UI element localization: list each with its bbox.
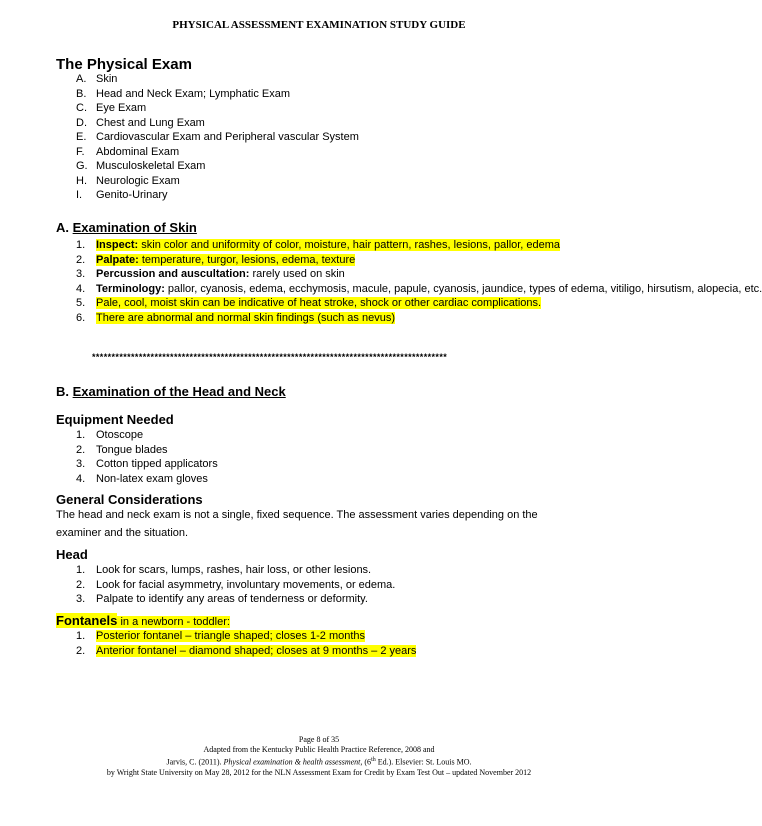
skin-list-item-term: Palpate: [96, 253, 139, 266]
exam-list-item [76, 101, 359, 116]
headneck-section-marker: B. [56, 384, 69, 399]
equipment-title: Equipment Needed [56, 412, 174, 427]
exam-list-item-text: Abdominal Exam [96, 145, 180, 158]
exam-list-item-marker: G. [76, 160, 88, 172]
fontanels-list-item-marker: 1. [76, 630, 86, 642]
footer [0, 735, 638, 778]
exam-list-item [76, 174, 359, 189]
exam-list-item-text: Head and Neck Exam; Lymphatic Exam [96, 87, 291, 100]
equipment-list [76, 428, 218, 486]
head-list-item-text: Palpate to identify any areas of tenderness or deformity. [96, 593, 368, 605]
headneck-section-heading: Examination of the Head and Neck [72, 384, 286, 399]
skin-section-title [56, 220, 197, 235]
skin-list-item-marker: 2. [76, 253, 86, 266]
fontanels-list-item [76, 629, 416, 644]
skin-list-item-text: Inspect: skin color and uniformity of color, moisture, hair pattern, rashes, lesions, pallor, edema [96, 239, 561, 251]
footer-line-2-sup: th [371, 757, 376, 763]
equipment-list-item-marker: 3. [76, 458, 86, 470]
skin-list-item-term: Terminology: [96, 282, 165, 295]
equipment-list-item [76, 472, 218, 487]
considerations-title: General Considerations [56, 492, 203, 507]
exam-list-item-marker: H. [76, 174, 87, 187]
exam-list-item-text: Chest and Lung Exam [96, 116, 205, 129]
skin-list-item-marker: 3. [76, 268, 86, 280]
fontanels-list-item-text: Anterior fontanel – diamond shaped; closes at 9 months – 2 years [96, 644, 417, 657]
equipment-list-item [76, 428, 218, 443]
exam-list-item [76, 188, 359, 203]
fontanels-title [56, 613, 230, 628]
skin-list-item-text: Palpate: temperature, turgor, lesions, edema, texture [96, 253, 356, 266]
exam-list-item [76, 159, 359, 174]
exam-list-item-marker: B. [76, 87, 87, 100]
exam-list-item-text: Cardiovascular Exam and Peripheral vascular System [96, 131, 359, 143]
skin-list-item-marker: 1. [76, 239, 86, 251]
fontanels-list-item-marker: 2. [76, 644, 86, 657]
head-list [76, 563, 395, 607]
equipment-list-item-marker: 2. [76, 443, 86, 456]
skin-list-item [76, 238, 576, 253]
skin-list-item [76, 296, 576, 311]
exam-list-item-marker: I. [76, 189, 83, 201]
skin-list-item [76, 267, 576, 282]
skin-section-heading: Examination of Skin [72, 220, 197, 235]
footer-page-number: Page 8 of 35 [298, 735, 340, 744]
exam-list-item [76, 72, 359, 87]
fontanels-subtitle: in a newborn - toddler: [117, 616, 230, 628]
headneck-section-title [56, 384, 286, 399]
head-list-item [76, 592, 395, 607]
skin-list-item-marker: 6. [76, 311, 86, 324]
head-title: Head [56, 547, 88, 562]
exam-list-item [76, 87, 359, 102]
footer-line-2-title: Physical examination & health assessment [223, 757, 361, 767]
head-list-item-marker: 2. [76, 578, 86, 591]
head-list-item-text: Look for scars, lumps, rashes, hair loss, or other lesions. [96, 564, 372, 576]
exam-list-item-text: Neurologic Exam [96, 174, 180, 187]
exam-list [76, 72, 359, 203]
equipment-list-item-text: Cotton tipped applicators [96, 458, 218, 470]
exam-list-item-text: Genito-Urinary [96, 189, 168, 201]
skin-list-item [76, 253, 576, 268]
fontanels-list-item [76, 644, 416, 659]
exam-list-item [76, 145, 359, 160]
fontanels-heading: Fontanels [56, 613, 118, 628]
exam-list-item-marker: C. [76, 102, 87, 114]
exam-list-item-marker: D. [76, 116, 87, 129]
skin-list-item [76, 311, 576, 326]
head-list-item-marker: 3. [76, 593, 86, 605]
head-list-item [76, 563, 395, 578]
footer-line-2-a: Jarvis, C. (2011). [166, 757, 224, 767]
skin-list-item-text: Terminology: pallor, cyanosis, edema, ecchymosis, macule, papule, cyanosis, jaundice, types of edema, vitiligo, hirsutism, alopecia, etc. [96, 282, 762, 295]
equipment-list-item-text: Non-latex exam gloves [96, 472, 208, 485]
exam-list-item-marker: F. [76, 145, 85, 158]
skin-section-marker: A. [56, 220, 69, 235]
footer-line-2-c: Ed.). Elsevier: St. Louis MO. [375, 757, 472, 767]
fontanels-list [76, 629, 416, 658]
skin-list-item-text: Pale, cool, moist skin can be indicative of heat stroke, shock or other cardiac complications. [96, 297, 542, 309]
footer-line-1: Adapted from the Kentucky Public Health Practice Reference, 2008 and [203, 745, 435, 754]
head-list-item-text: Look for facial asymmetry, involuntary movements, or edema. [96, 578, 396, 591]
exam-list-item-marker: E. [76, 131, 87, 143]
footer-line-3: by Wright State University on May 28, 2012 for the NLN Assessment Exam for Credit by Exam Test Out – updated November 2012 [106, 767, 532, 777]
fontanels-list-item-text: Posterior fontanel – triangle shaped; closes 1-2 months [96, 630, 366, 642]
skin-list-item-marker: 4. [76, 282, 86, 295]
exam-list-item-text: Musculoskeletal Exam [96, 160, 206, 172]
head-list-item-marker: 1. [76, 564, 86, 576]
skin-list-item-text: Percussion and auscultation: rarely used on skin [96, 268, 345, 280]
equipment-list-item-marker: 4. [76, 472, 86, 485]
exam-list-item-text: Skin [96, 73, 118, 85]
equipment-list-item [76, 457, 218, 472]
footer-line-2-b: , (6 [360, 757, 372, 767]
equipment-list-item-text: Tongue blades [96, 443, 168, 456]
equipment-list-item [76, 443, 218, 458]
skin-list-item-text: There are abnormal and normal skin findings (such as nevus) [96, 311, 395, 324]
page-header: PHYSICAL ASSESSMENT EXAMINATION STUDY GUIDE [172, 19, 466, 31]
skin-list-item-marker: 5. [76, 297, 86, 309]
exam-section-title: The Physical Exam [56, 56, 192, 73]
exam-list-item-text: Eye Exam [96, 102, 147, 114]
equipment-list-item-marker: 1. [76, 429, 86, 441]
section-divider: ******************************************************************************************* [92, 352, 448, 362]
considerations-text: The head and neck exam is not a single, fixed sequence. The assessment varies depending on the examiner and the situation. [56, 509, 538, 539]
skin-list [76, 238, 762, 325]
head-list-item [76, 578, 395, 593]
exam-list-item [76, 130, 359, 145]
exam-list-item-marker: A. [76, 73, 87, 85]
skin-list-item [76, 282, 762, 297]
exam-list-item [76, 116, 359, 131]
footer-line-2 [0, 755, 638, 768]
equipment-list-item-text: Otoscope [96, 429, 144, 441]
skin-list-item-term: Inspect: [96, 239, 139, 251]
skin-list-item-term: Percussion and auscultation: [96, 268, 250, 280]
